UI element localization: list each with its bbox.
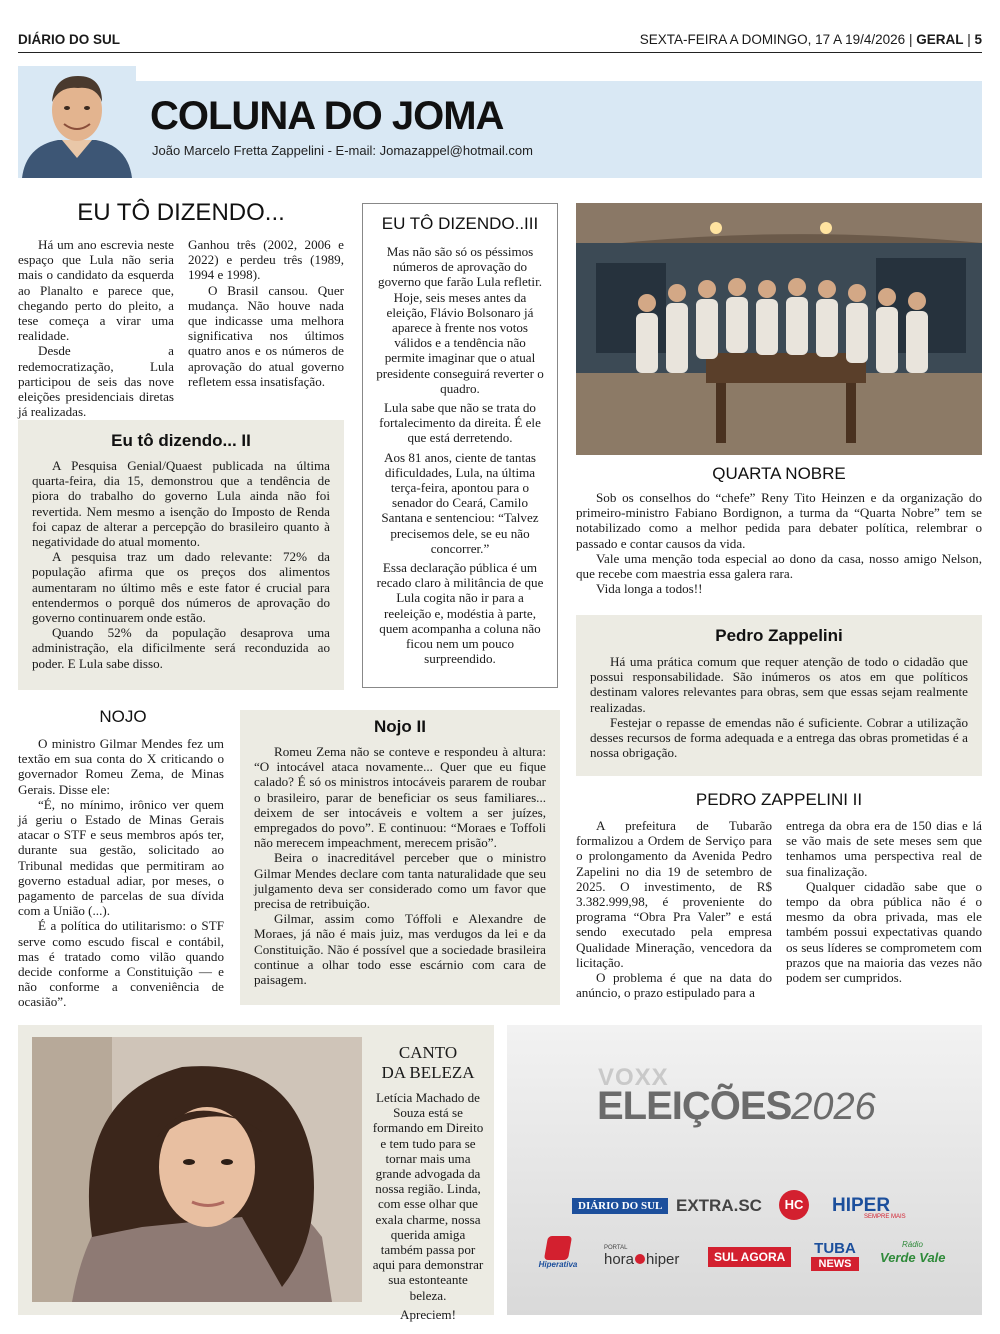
page-number: 5 (974, 32, 982, 47)
section-title-da-beleza: DA BELEZA (381, 1063, 475, 1082)
ad-brand-voxx: VOXX (598, 1064, 669, 1091)
paragraph: A prefeitura de Tubarão formalizou a Ordem de Serviço para o prolongamento da Avenida Pedro Zapelini no dia 19 de setembro de 2025. O investimento, de R$ 3.382.999,98, é proveniente do programa “Obra Pra Valer” e está sendo executado pela empresa Qualidade Mineração, vencedora da licitação. (576, 818, 772, 970)
hiperativa-mark (544, 1236, 572, 1260)
logo-hiper-sub: SEMPRE MAIS (864, 1214, 906, 1220)
article-eu-to-dizendo-col2 (188, 237, 344, 389)
paragraph: A pesquisa traz um dado relevante: 72% da população afirma que os preços dos alimentos aumentaram no último mês e este fator é crucial para entendermos o porquê dos números de aprovação do governo continuarem onde estão. (32, 549, 330, 626)
logo-verde-label: Verde Vale (880, 1250, 946, 1265)
logo-hiper-word: HIPER (832, 1195, 891, 1216)
paragraph: Desde a redemocratização, Lula participou de seis das nove eleições presidenciais diretas já realizadas. (18, 343, 174, 420)
paragraph: A Pesquisa Genial/Quaest publicada na última quarta-feira, dia 15, demonstrou que a tendência de piora do trabalho do governo Lula ainda não foi revertida. Nem mesmo a isenção do Imposto de Renda foi capaz de alterar a percepção do brasileiro quanto à negatividade do atual momento. (32, 458, 330, 550)
paragraph: Gilmar, assim como Tóffoli e Alexandre de Moraes, já não é mais juiz, mas verdugos da lei e da Constituição. Não é possível que a sociedade brasileira continue a olhar todo esse escárnio com cara de paisagem. (254, 911, 546, 988)
article-eu-to-dizendo-ii (32, 458, 330, 671)
ad-word: ELEIÇÕES (597, 1084, 792, 1128)
paragraph: Aos 81 anos, ciente de tantas dificuldades, Lula, na última terça-feira, apontou para o senador do Ceará, Camilo Santana e sentenciou: “Talvez precisemos dele, se eu não concorrer.” (381, 449, 539, 556)
logo-hiper2-label: hiper (646, 1251, 680, 1268)
paragraph: “É, no mínimo, irônico ver quem já geriu o Estado de Minas Gerais atacar o STF e seus membros após ter, durante sua gestão, solicitado ao Tribunal medidas que permitiram ao governo estadual adiar, por meses, o pagamento de parcelas de sua dívida com a União (...). (18, 796, 224, 919)
group-photo (576, 203, 982, 455)
paragraph: O ministro Gilmar Mendes fez um textão em sua conta do X criticando o governador Romeu Zema, de Minas Gerais. Disse ele: (18, 736, 224, 797)
hora-dot-icon (635, 1254, 645, 1264)
paragraph: Lula sabe que não se trata do fortalecimento da direita. É ele que está derretendo. (379, 400, 541, 446)
paragraph: Festejar o repasse de emendas não é suficiente. Cobrar a utilização desses recursos de forma adequada e a entrega das obras prometidas é a nossa obrigação. (590, 714, 968, 761)
paragraph: É a política do utilitarismo: o STF serve como escudo fiscal e contábil, mas é tratado como vilão quando decide conforme a Constituição — e não conforme a conveniência de ocasião”. (18, 918, 224, 1010)
article-quarta-nobre (576, 490, 982, 596)
paragraph: Letícia Machado de Souza está se formando em Direito e tem tudo para se tornar mais uma grande advogada da nossa região. Linda, com esse olhar que exala charme, nossa querida amiga também passa por aqui para demonstrar sua estonteante beleza. (372, 1090, 484, 1303)
issue-date: SEXTA-FEIRA A DOMINGO, 17 A 19/4/2026 (639, 32, 906, 47)
elections-ad[interactable] (507, 1025, 982, 1315)
article-pedro-zappelini-ii-col2 (786, 818, 982, 985)
paragraph: Qualquer cidadão sabe que o tempo da obra pública não é o mesmo da obra privada, mas ele também possui expectativas quando os seus líderes se comprometem com prazos que na maioria das vezes não podem ser cumpridos. (786, 878, 982, 986)
paragraph: Romeu Zema não se conteve e respondeu à altura: “O intocável ataca novamente... Quer que eu fique calado? É só os ministros intocáveis pararem de roubar o brasileiro, parar de beneficiar os seus familiares... deixem de ser intocáveis e voltem a ser juízes, empregados do povo”. E continuou: “Moraes e Toffoli não merecem impeachment, merecem prisão”. (254, 744, 546, 851)
logo-radio-verde-vale (880, 1240, 946, 1267)
paper-name: DIÁRIO DO SUL (18, 32, 121, 47)
section-title-nojo: NOJO (99, 707, 147, 726)
section-title-eu-to-dizendo: EU TÔ DIZENDO... (77, 199, 285, 226)
logo-hiperativa-label: Hiperativa (538, 1260, 578, 1269)
section-title-canto: CANTO (398, 1043, 458, 1062)
paragraph: Ganhou três (2002, 2006 e 2022) e perdeu três (1989, 1994 e 1998). (188, 237, 344, 283)
logo-hiper (832, 1195, 906, 1220)
logo-hiperativa (533, 1236, 583, 1269)
paragraph: O Brasil cansou. Quer mudança. Não houve nada que indicasse uma melhora significativa nos últimos quatro anos e os números de aprovação do atual governo refletem essa insatisfação. (188, 282, 344, 389)
section-title-eu-to-dizendo-iii: EU TÔ DIZENDO..III (381, 214, 539, 233)
author-photo (18, 66, 136, 178)
paragraph: Vale uma menção toda especial ao dono da casa, nosso amigo Nelson, que recebe com maestria essa galera rara. (576, 550, 982, 582)
logo-diario-do-sul: DIÁRIO DO SUL (572, 1198, 668, 1214)
logo-sul-agora: SUL AGORA (708, 1247, 791, 1267)
page-header (18, 32, 982, 50)
logo-tuba-news (811, 1241, 859, 1271)
logo-extra-sc: EXTRA.SC (676, 1196, 762, 1215)
logo-tuba-label: TUBA (814, 1240, 856, 1257)
logo-hc: HC (779, 1190, 809, 1220)
section-name: GERAL (916, 32, 964, 47)
ad-title (597, 1084, 876, 1129)
article-pedro-zappelini-ii-col1 (576, 818, 772, 1000)
logo-news-label: NEWS (811, 1257, 859, 1271)
photo-caption-quarta-nobre: QUARTA NOBRE (712, 464, 846, 483)
paragraph: Beira o inacreditável perceber que o ministro Gilmar Mendes declare com tanta naturalidade que seu julgamento deva ser considerado como um favor que precisa de retribuição. (254, 850, 546, 912)
paragraph: Há uma prática comum que requer atenção de todo o cidadão que possui responsabilidade. São inúmeros os atos em que políticos destinam valores relevantes para obras, sem que essas sejam realmente realizadas. (590, 654, 968, 715)
article-eu-to-dizendo-iii (375, 244, 545, 670)
beauty-text (372, 1090, 484, 1326)
paragraph: Vida longa a todos!! (596, 581, 703, 597)
paragraph: O problema é que na data do anúncio, o prazo estipulado para a (576, 970, 772, 1001)
paragraph: entrega da obra era de 150 dias e lá se vão mais de sete meses sem que tenhamos uma perspectiva real de sua finalização. (786, 818, 982, 879)
paragraph: Sob os conselhos do “chefe” Reny Tito Heinzen e da organização do primeiro-ministro Fabiano Bordignon, a turma da “Quarta Nobre” tem se notabilizado como a melhor pedida para debater política, relembrar o passado e contar causos da vida. (576, 490, 982, 551)
header-rule (18, 52, 982, 53)
article-pedro-zappelini (590, 654, 968, 760)
paragraph: Essa declaração pública é um recado claro à militância de que Lula cogita não ir para a reeleição e, modéstia à parte, quem acompanha a coluna não ficou nem um pouco surpreendido. (376, 560, 544, 667)
beauty-photo (32, 1037, 362, 1302)
paragraph: Há um ano escrevia neste espaço que Lula não seria mais o candidato da esquerda ao Planalto e parece que, chegando perto do pleito, a tese começa a virar uma realidade. (18, 237, 174, 344)
section-title-pedro-zappelini: Pedro Zappelini (715, 626, 843, 645)
paragraph: Apreciem! (400, 1306, 456, 1322)
logo-portal-hora-hiper (604, 1245, 679, 1269)
ad-year: 2026 (791, 1086, 876, 1128)
logo-hora-label: hora (604, 1251, 635, 1268)
logo-portal-label: PORTAL (604, 1245, 628, 1251)
section-title-pedro-zappelini-ii: PEDRO ZAPPELINI II (695, 790, 863, 809)
paragraph: Quando 52% da população desaprova uma administração, ela dificilmente será reconduzida ao poder. E Lula sabe disso. (32, 625, 330, 671)
paragraph: Mas não são só os péssimos números de aprovação do governo que farão Lula refletir. Hoje, seis meses antes da eleição, Flávio Bolsonaro já aparece à frente nos votos válidos e a tendência não permite imaginar que o atual presidente conseguirá reverter o quadro. (376, 244, 544, 396)
section-title-nojo-ii: Nojo II (374, 717, 426, 736)
column-title: COLUNA DO JOMA (150, 94, 504, 138)
header-right: SEXTA-FEIRA A DOMINGO, 17 A 19/4/2026 | GERAL | 5 (639, 32, 982, 47)
article-eu-to-dizendo-col1 (18, 237, 174, 419)
section-title-eu-to-dizendo-ii: Eu tô dizendo... II (111, 431, 251, 450)
column-byline: João Marcelo Fretta Zappelini - E-mail: Jomazappel@hotmail.com (152, 143, 533, 158)
article-nojo-ii (254, 744, 546, 987)
article-nojo (18, 736, 224, 1010)
logo-radio-label: Rádio (902, 1240, 923, 1249)
